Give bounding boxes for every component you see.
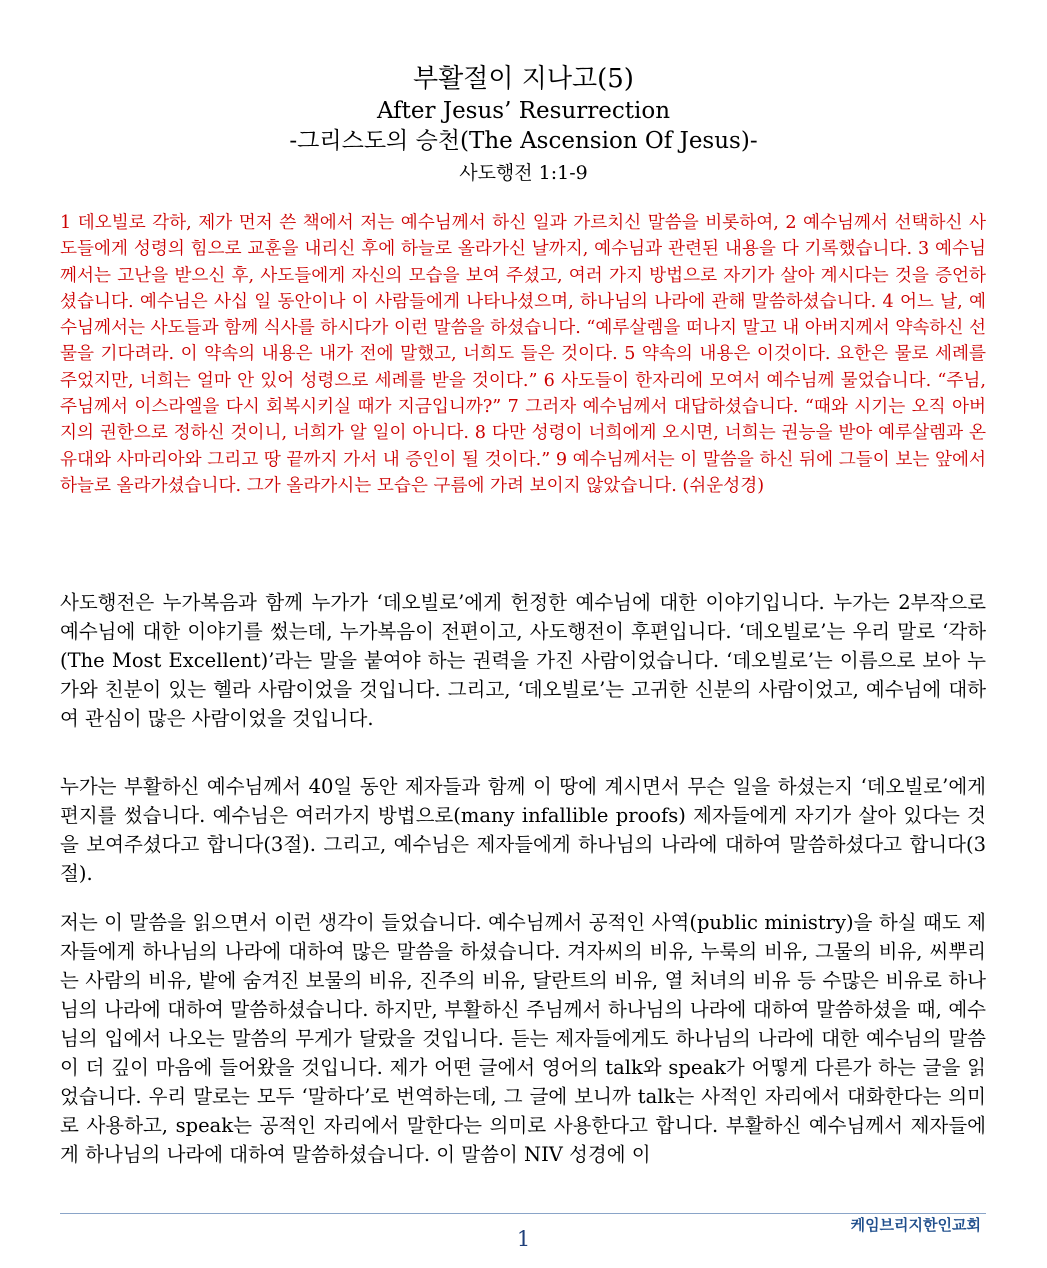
page-title: 부활절이 지나고(5) — [413, 64, 634, 94]
body-paragraph-1: 사도행전은 누가복음과 함께 누가가 ‘데오빌로’에게 헌정한 예수님에 대한 이야기입니다. 누가는 2부작으로 예수님에 대한 이야기를 썼는데, 누가복음이 전편이고, 사도행전이 후편입니다. ‘데오빌로’는 우리 말로 ‘각하(The Most Excellent)’라는 말을 붙여야 하는 권력을 가진 사람이었습니다. ‘데오빌로’는 이름으로 보아 누가와 친분이 있는 헬라 사람이었을 것입니다. 그리고, ‘데오빌로’는 고귀한 신분의 사람이었고, 예수님에 대하여 관심이 많은 사람이었을 것입니다. — [60, 591, 986, 730]
footer-divider — [60, 1213, 986, 1214]
english-subtitle: After Jesus’ Resurrection — [376, 98, 671, 124]
scripture-reference: 사도행전 1:1-9 — [459, 162, 588, 184]
body-paragraph-3: 저는 이 말씀을 읽으면서 이런 생각이 들었습니다. 예수님께서 공적인 사역(public ministry)을 하실 때도 제자들에게 하나님의 나라에 대하여 많은 말씀을 하셨습니다. 겨자씨의 비유, 누룩의 비유, 그물의 비유, 씨뿌리는 사람의 비유, 밭에 숨겨진 보물의 비유, 진주의 비유, 달란트의 비유, 열 처녀의 비유 등 수많은 비유로 하나님의 나라에 대하여 말씀하셨습니다. 하지만, 부활하신 주님께서 하나님의 나라에 대하여 말씀하셨을 때, 예수님의 입에서 나오는 말씀의 무게가 달랐을 것입니다. 듣는 제자들에게도 하나님의 나라에 대한 예수님의 말씀이 더 깊이 마음에 들어왔을 것입니다. 제가 어떤 글에서 영어의 talk와 speak가 어떻게 다른가 하는 글을 읽었습니다. 우리 말로는 모두 ‘말하다’로 번역하는데, 그 글에 보니까 talk는 사적인 자리에서 대화한다는 의미로 사용하고, speak는 공적인 자리에서 말한다는 의미로 사용한다고 합니다. 부활하신 예수님께서 제자들에게 하나님의 나라에 대하여 말씀하셨습니다. 이 말씀이 NIV 성경에 이 — [60, 911, 986, 1166]
korean-subtitle: -그리스도의 승천(The Ascension Of Jesus)- — [289, 128, 758, 154]
body-paragraph-2: 누가는 부활하신 예수님께서 40일 동안 제자들과 함께 이 땅에 계시면서 무슨 일을 하셨는지 ‘데오빌로’에게 편지를 썼습니다. 예수님은 여러가지 방법으로(many infallible proofs) 제자들에게 자기가 살아 있다는 것을 보여주셨다고 합니다(3절). 그리고, 예수님은 제자들에게 하나님의 나라에 대하여 말씀하셨다고 합니다(3절). — [60, 775, 986, 885]
scripture-passage: 1 데오빌로 각하, 제가 먼저 쓴 책에서 저는 예수님께서 하신 일과 가르치신 말씀을 비롯하여, 2 예수님께서 선택하신 사도들에게 성령의 힘으로 교훈을 내리신 후에 하늘로 올라가신 날까지, 예수님과 관련된 내용을 다 기록했습니다. 3 예수님께서는 고난을 받으신 후, 사도들에게 자신의 모습을 보여 주셨고, 여러 가지 방법으로 자기가 살아 계시다는 것을 증언하셨습니다. 예수님은 사십 일 동안이나 이 사람들에게 나타나셨으며, 하나님의 나라에 관해 말씀하셨습니다. 4 어느 날, 예수님께서는 사도들과 함께 식사를 하시다가 이런 말씀을 하셨습니다. “예루살렘을 떠나지 말고 내 아버지께서 약속하신 선물을 기다려라. 이 약속의 내용은 내가 전에 말했고, 너희도 들은 것이다. 5 약속의 내용은 이것이다. 요한은 물로 세례를 주었지만, 너희는 얼마 안 있어 성령으로 세례를 받을 것이다.” 6 사도들이 한자리에 모여서 예수님께 물었습니다. “주님, 주님께서 이스라엘을 다시 회복시키실 때가 지금입니까?” 7 그러자 예수님께서 대답하셨습니다. “때와 시기는 오직 아버지의 권한으로 정하신 것이니, 너희가 알 일이 아니다. 8 다만 성령이 너희에게 오시면, 너희는 권능을 받아 예루살렘과 온 유대와 사마리아와 그리고 땅 끝까지 가서 내 증인이 될 것이다.” 9 예수님께서는 이 말씀을 하신 뒤에 그들이 보는 앞에서 하늘로 올라가셨습니다. 그가 올라가시는 모습은 구름에 가려 보이지 않았습니다. (쉬운성경) — [60, 213, 986, 496]
document-header — [0, 62, 1047, 188]
church-name: 케임브리지한인교회 — [850, 1216, 981, 1234]
page-number: 1 — [516, 1227, 531, 1251]
